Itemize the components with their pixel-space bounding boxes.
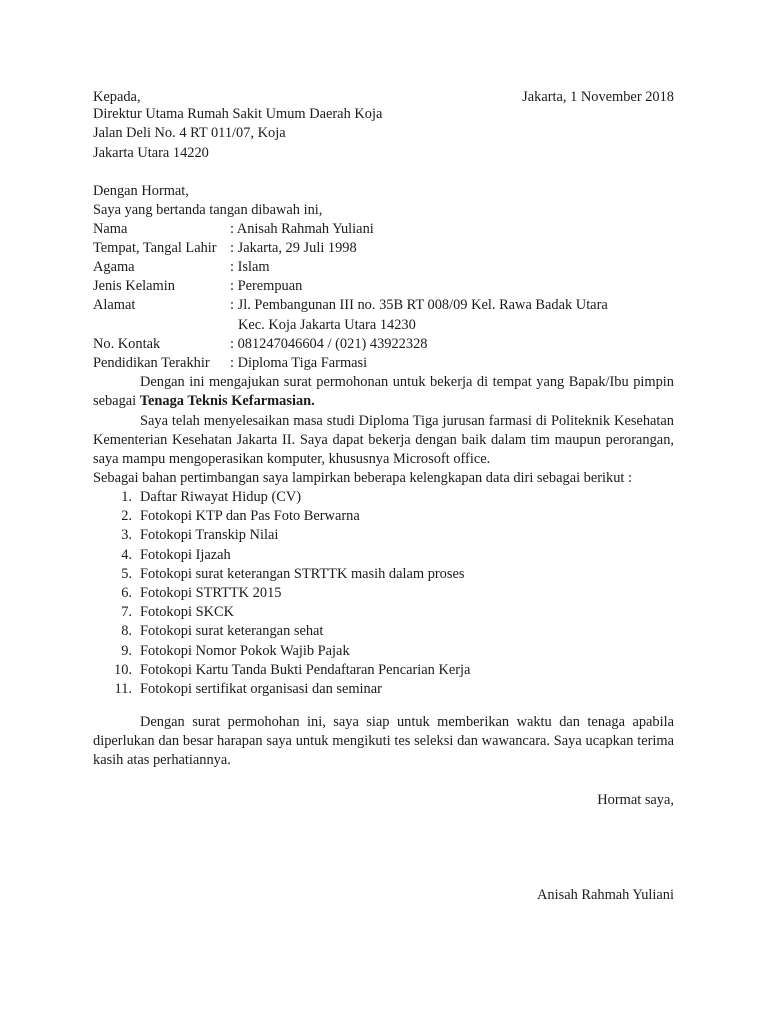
identity-value: : 081247046604 / (021) 43922328 [230,336,428,352]
identity-value: : Jl. Pembangunan III no. 35B RT 008/09 Kel. Rawa Badak Utara [230,297,608,313]
recipient-address-line2: Jakarta Utara 14220 [93,145,209,161]
paragraph-qualifications [93,412,674,470]
salutation-to: Kepada, [93,89,141,105]
paragraph-application [93,373,674,411]
identity-label: Tempat, Tangal Lahir [93,240,217,256]
recipient: Direktur Utama Rumah Sakit Umum Daerah Koja [93,106,383,122]
list-item: 7. Fotokopi SKCK [121,604,234,621]
greeting: Dengan Hormat, [93,183,189,199]
identity-row-alamat-cont [93,316,416,335]
identity-label: Agama [93,259,135,275]
attachments-list [93,488,653,699]
list-item: 1. Daftar Riwayat Hidup (CV) [121,489,302,505]
list-item: 5. Fotokopi surat keterangan STRTTK masih dalam proses [121,565,465,582]
paragraph-application-text: Dengan ini mengajukan surat permohonan untuk bekerja di tempat yang Bapak/Ibu pimpin sebagai [93,374,674,410]
identity-label: Nama [93,221,128,237]
place-date: Jakarta, 1 November 2018 [522,89,674,105]
identity-row-nama [93,220,374,239]
identity-value: Kec. Koja Jakarta Utara 14230 [238,317,416,333]
identity-label: No. Kontak [93,336,161,352]
list-item: 3. Fotokopi Transkip Nilai [121,527,279,544]
identity-label: Alamat [93,297,136,313]
identity-row-jenis-kelamin [93,277,302,296]
paragraph-qualifications-text: Saya telah menyelesaikan masa studi Diploma Tiga jurusan farmasi di Politeknik Kesehatan Kementerian Kesehatan Jakarta II. Saya dapat bekerja dengan baik dalam tim maupun perorangan, saya mampu mengoperasikan komputer, khususnya Microsoft office. [93,413,674,468]
list-item: 9. Fotokopi Nomor Pokok Wajib Pajak [121,642,350,659]
position-title: Tenaga Teknis Kefarmasian. [139,393,315,410]
identity-row-ttl [93,239,357,258]
list-item: 10. Fotokopi Kartu Tanda Bukti Pendaftaran Pencarian Kerja [114,661,471,678]
list-item: 8. Fotokopi surat keterangan sehat [121,623,324,640]
identity-value: : Anisah Rahmah Yuliani [230,221,374,237]
identity-value: : Islam [230,259,270,275]
intro-line: Saya yang bertanda tangan dibawah ini, [93,202,323,218]
identity-row-agama [93,258,270,277]
identity-row-pendidikan [93,354,367,373]
list-item: 2. Fotokopi KTP dan Pas Foto Berwarna [121,508,360,525]
list-item: 4. Fotokopi Ijazah [121,546,231,563]
attachments-intro: Sebagai bahan pertimbangan saya lampirkan beberapa kelengkapan data diri sebagai berikut : [93,470,633,486]
signoff: Hormat saya, [597,792,674,808]
paragraph-closing-text: Dengan surat permohohan ini, saya siap untuk memberikan waktu dan tenaga apabila diperlukan dan besar harapan saya untuk mengikuti tes seleksi dan wawancara. Saya ucapkan terima kasih atas perhatiannya. [93,714,674,769]
paragraph-closing [93,713,674,771]
list-item: 6. Fotokopi STRTTK 2015 [121,584,282,601]
identity-row-kontak [93,335,427,354]
list-item: 11. Fotokopi sertifikat organisasi dan seminar [114,680,382,697]
recipient-address-line1: Jalan Deli No. 4 RT 011/07, Koja [93,125,286,141]
identity-value: : Diploma Tiga Farmasi [230,355,368,371]
identity-row-alamat [93,296,608,315]
identity-label: Pendidikan Terakhir [93,355,210,371]
signatory-name: Anisah Rahmah Yuliani [537,887,674,903]
identity-value: : Perempuan [230,278,303,294]
identity-label: Jenis Kelamin [93,278,175,294]
identity-value: : Jakarta, 29 Juli 1998 [230,240,357,256]
